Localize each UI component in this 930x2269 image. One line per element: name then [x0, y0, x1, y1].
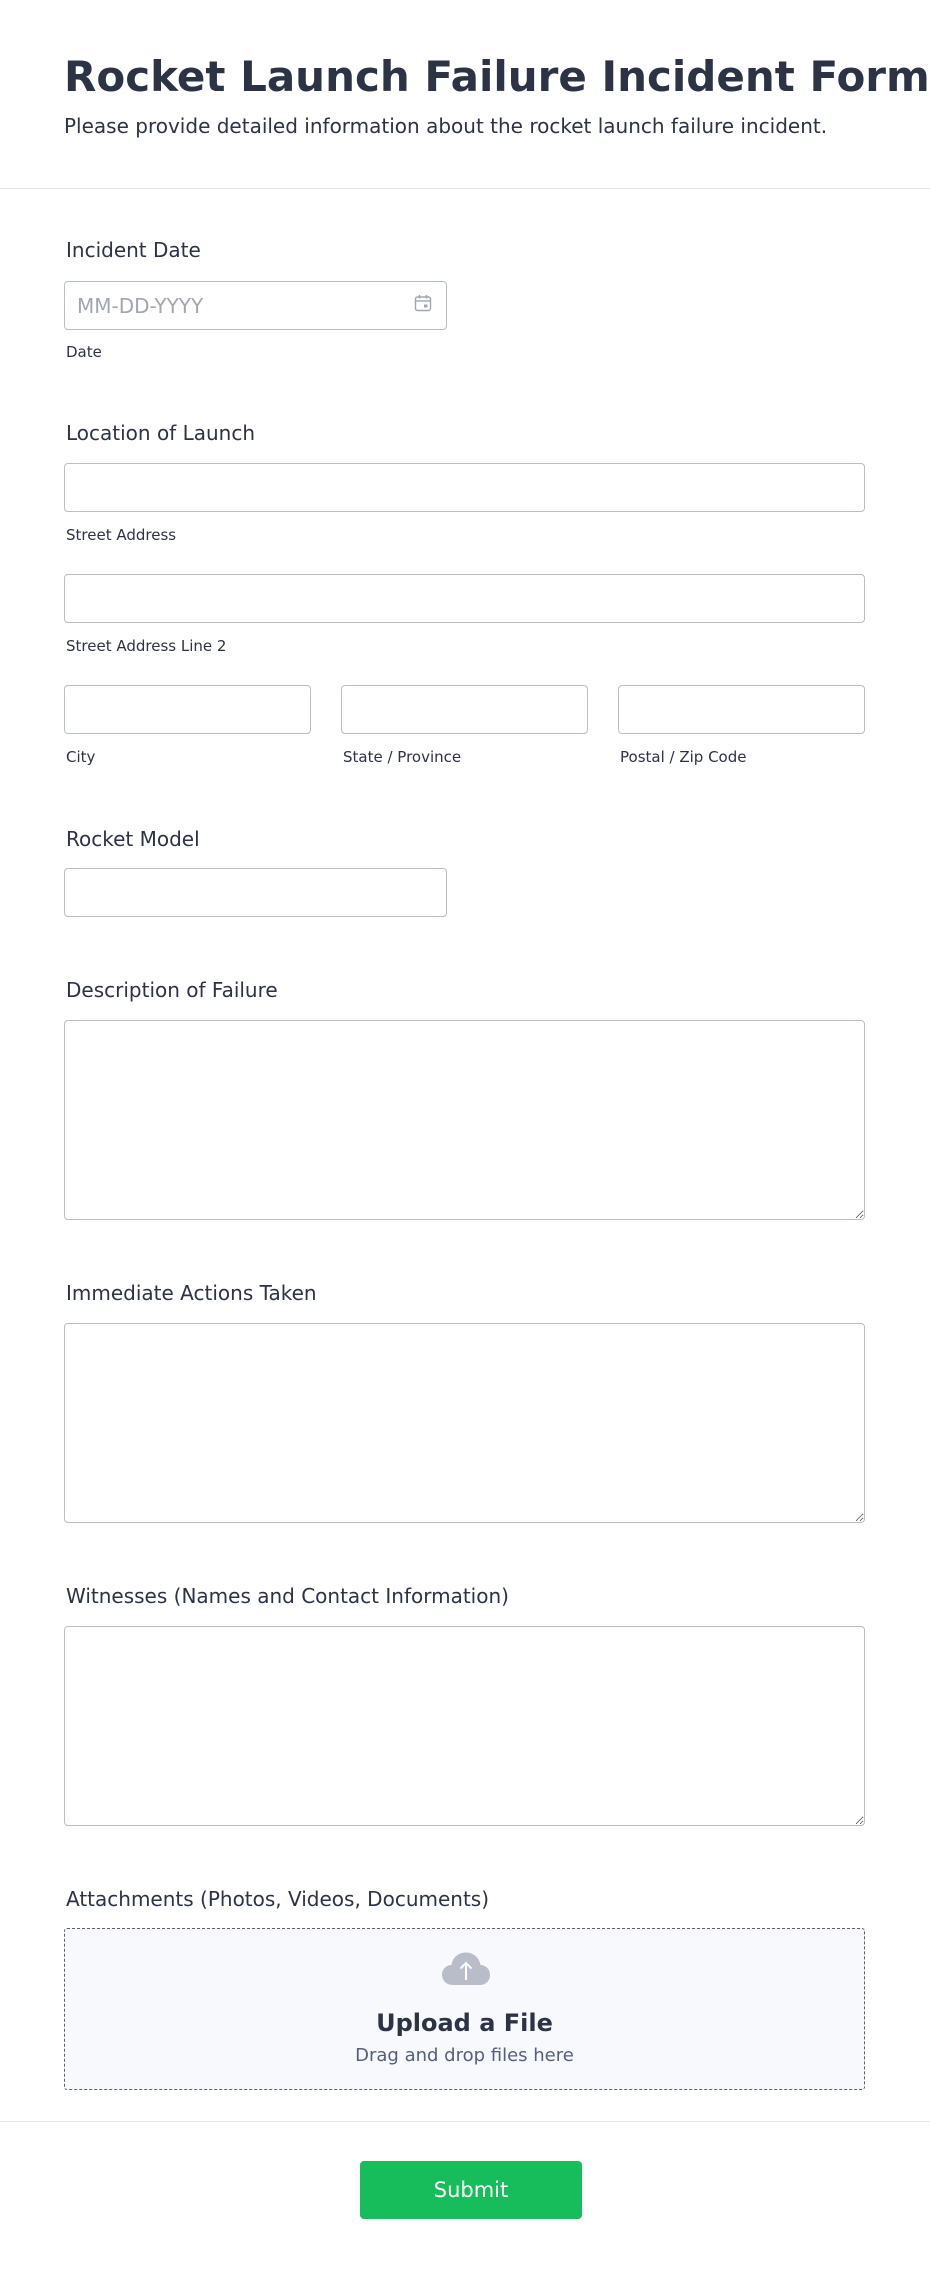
form-header [64, 52, 930, 138]
witnesses-label: Witnesses (Names and Contact Information) [66, 1584, 509, 1608]
actions-label: Immediate Actions Taken [66, 1281, 317, 1305]
rocket-model-input[interactable] [64, 868, 447, 917]
actions-textarea[interactable] [64, 1323, 865, 1523]
submit-button[interactable]: Submit [360, 2161, 582, 2219]
street-address-line2-input[interactable] [64, 574, 865, 623]
footer-divider [0, 2121, 930, 2122]
upload-title: Upload a File [376, 2009, 553, 2037]
street-address-sublabel: Street Address [66, 526, 177, 544]
cloud-upload-icon [441, 1951, 491, 1987]
form-subtitle: Please provide detailed information about the rocket launch failure incident. [64, 114, 828, 138]
upload-subtitle: Drag and drop files here [355, 2045, 574, 2066]
incident-date-label: Incident Date [66, 238, 201, 262]
zip-input[interactable] [618, 685, 865, 734]
incident-date-sublabel: Date [66, 343, 102, 361]
street-address-line2-sublabel: Street Address Line 2 [66, 637, 227, 655]
street-address-input[interactable] [64, 463, 865, 512]
incident-date-input[interactable] [64, 281, 447, 330]
calendar-icon[interactable] [414, 294, 432, 312]
state-sublabel: State / Province [343, 748, 462, 766]
description-textarea[interactable] [64, 1020, 865, 1220]
zip-sublabel: Postal / Zip Code [620, 748, 747, 766]
description-label: Description of Failure [66, 978, 278, 1002]
form-title: Rocket Launch Failure Incident Form [64, 52, 930, 101]
rocket-model-label: Rocket Model [66, 827, 200, 851]
witnesses-textarea[interactable] [64, 1626, 865, 1826]
header-divider [0, 188, 930, 189]
state-input[interactable] [341, 685, 588, 734]
location-label: Location of Launch [66, 421, 256, 445]
city-sublabel: City [66, 748, 96, 766]
file-upload-dropzone[interactable] [64, 1928, 865, 2090]
attachments-label: Attachments (Photos, Videos, Documents) [66, 1887, 490, 1911]
city-input[interactable] [64, 685, 311, 734]
